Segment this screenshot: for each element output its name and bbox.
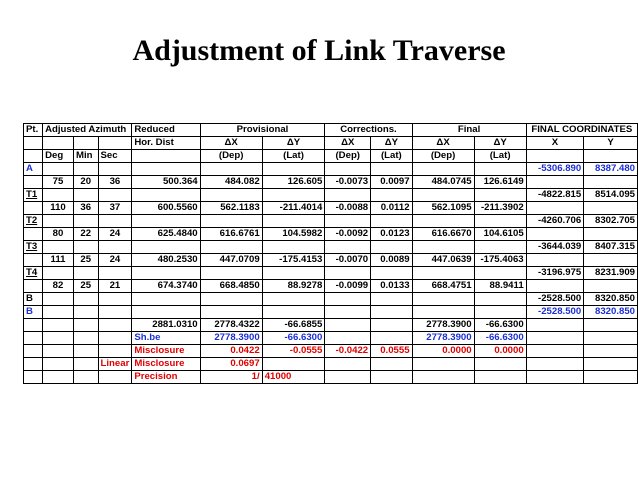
prov-dep-header: (Dep) xyxy=(200,150,262,163)
deg-cell: 111 xyxy=(43,254,74,267)
station-label: T1 xyxy=(24,189,43,202)
coord-y: 8320.850 xyxy=(584,293,638,306)
sum-final-dx: 2778.3900 xyxy=(412,319,474,332)
deg-cell: 82 xyxy=(43,280,74,293)
min-cell: 25 xyxy=(73,280,98,293)
corr-dx-cell: -0.0092 xyxy=(325,228,371,241)
sec-cell: 24 xyxy=(98,254,132,267)
coord-y: 8320.850 xyxy=(584,306,638,319)
linear-label: Linear xyxy=(98,358,132,371)
min-cell: 36 xyxy=(73,202,98,215)
dist-cell: 500.364 xyxy=(132,176,200,189)
misclosure-final-dx: 0.0000 xyxy=(412,345,474,358)
sec-header: Sec xyxy=(98,150,132,163)
station-row xyxy=(24,267,638,280)
precision-ratio: 1/ xyxy=(200,371,262,384)
header-row-3 xyxy=(24,150,638,163)
final-dy-cell: 104.6105 xyxy=(474,228,526,241)
prov-dx-cell: 668.4850 xyxy=(200,280,262,293)
sum-prov-dx: 2778.4322 xyxy=(200,319,262,332)
should-be-final-dx: 2778.3900 xyxy=(412,332,474,345)
final-header: Final xyxy=(412,124,526,137)
prov-dy-header: ΔY xyxy=(262,137,325,150)
sum-prov-dy: -66.6855 xyxy=(262,319,325,332)
corr-dx-cell: -0.0099 xyxy=(325,280,371,293)
corr-lat-header: (Lat) xyxy=(371,150,412,163)
sum-row xyxy=(24,319,638,332)
prov-dx-cell: 562.1183 xyxy=(200,202,262,215)
station-row xyxy=(24,306,638,319)
page-title: Adjustment of Link Traverse xyxy=(132,34,506,67)
station-row xyxy=(24,189,638,202)
should-be-prov-dx: 2778.3900 xyxy=(200,332,262,345)
station-row xyxy=(24,241,638,254)
coord-x: -3644.039 xyxy=(526,241,584,254)
coord-x: -4822.815 xyxy=(526,189,584,202)
final-dx-cell: 562.1095 xyxy=(412,202,474,215)
final-dep-header: (Dep) xyxy=(412,150,474,163)
final-dy-cell: 88.9411 xyxy=(474,280,526,293)
coord-y: 8407.315 xyxy=(584,241,638,254)
min-header: Min xyxy=(73,150,98,163)
should-be-prov-dy: -66.6300 xyxy=(262,332,325,345)
precision-row xyxy=(24,371,638,384)
corr-dy-cell: 0.0089 xyxy=(371,254,412,267)
station-row xyxy=(24,215,638,228)
prov-dx-header: ΔX xyxy=(200,137,262,150)
x-header: X xyxy=(526,137,584,150)
final-dx-cell: 484.0745 xyxy=(412,176,474,189)
sec-cell: 36 xyxy=(98,176,132,189)
prov-lat-header: (Lat) xyxy=(262,150,325,163)
misclosure-row xyxy=(24,345,638,358)
header-row-2 xyxy=(24,137,638,150)
coord-x: -3196.975 xyxy=(526,267,584,280)
header-row-1 xyxy=(24,124,638,137)
final-dx-cell: 616.6670 xyxy=(412,228,474,241)
linear-misclosure-label: Misclosure xyxy=(132,358,200,371)
misclosure-prov-dx: 0.0422 xyxy=(200,345,262,358)
station-row xyxy=(24,293,638,306)
final-dy-cell: 126.6149 xyxy=(474,176,526,189)
final-dx-cell: 447.0639 xyxy=(412,254,474,267)
corr-dx-cell: -0.0088 xyxy=(325,202,371,215)
corr-dx-cell: -0.0070 xyxy=(325,254,371,267)
prov-dy-cell: -211.4014 xyxy=(262,202,325,215)
leg-row xyxy=(24,254,638,267)
sum-dist: 2881.0310 xyxy=(132,319,200,332)
should-be-label: Sh.be xyxy=(132,332,200,345)
prov-dy-cell: -175.4153 xyxy=(262,254,325,267)
station-label: T3 xyxy=(24,241,43,254)
station-row xyxy=(24,163,638,176)
dist-cell: 480.2530 xyxy=(132,254,200,267)
final-dx-header: ΔX xyxy=(412,137,474,150)
hor-dist-header: Hor. Dist xyxy=(132,137,200,150)
coord-y: 8387.480 xyxy=(584,163,638,176)
corr-dy-cell: 0.0133 xyxy=(371,280,412,293)
corr-dy-cell: 0.0112 xyxy=(371,202,412,215)
precision-label: Precision xyxy=(132,371,200,384)
final-lat-header: (Lat) xyxy=(474,150,526,163)
sec-cell: 24 xyxy=(98,228,132,241)
leg-row xyxy=(24,228,638,241)
adjusted-azimuth-header: Adjusted Azimuth xyxy=(43,124,132,137)
misclosure-final-dy: 0.0000 xyxy=(474,345,526,358)
reduced-header: Reduced xyxy=(132,124,200,137)
final-coordinates-header: FINAL COORDINATES xyxy=(526,124,637,137)
traverse-table xyxy=(23,123,638,384)
sec-cell: 37 xyxy=(98,202,132,215)
final-dy-cell: -175.4063 xyxy=(474,254,526,267)
misclosure-label: Misclosure xyxy=(132,345,200,358)
leg-row xyxy=(24,280,638,293)
final-dx-cell: 668.4751 xyxy=(412,280,474,293)
sec-cell: 21 xyxy=(98,280,132,293)
y-header: Y xyxy=(584,137,638,150)
station-label: T2 xyxy=(24,215,43,228)
station-label: B xyxy=(24,306,43,319)
min-cell: 20 xyxy=(73,176,98,189)
prov-dy-cell: 88.9278 xyxy=(262,280,325,293)
coord-y: 8231.909 xyxy=(584,267,638,280)
prov-dx-cell: 447.0709 xyxy=(200,254,262,267)
should-be-row xyxy=(24,332,638,345)
station-label: T4 xyxy=(24,267,43,280)
corr-dy-cell: 0.0123 xyxy=(371,228,412,241)
corr-dx-cell: -0.0073 xyxy=(325,176,371,189)
coord-x: -2528.500 xyxy=(526,293,584,306)
coord-x: -4260.706 xyxy=(526,215,584,228)
corr-dy-header: ΔY xyxy=(371,137,412,150)
deg-cell: 80 xyxy=(43,228,74,241)
prov-dx-cell: 484.082 xyxy=(200,176,262,189)
linear-misclosure-row xyxy=(24,358,638,371)
sum-final-dy: -66.6300 xyxy=(474,319,526,332)
misclosure-corr-dx: -0.0422 xyxy=(325,345,371,358)
deg-cell: 75 xyxy=(43,176,74,189)
station-label: B xyxy=(24,293,43,306)
precision-denominator: 41000 xyxy=(262,371,325,384)
coord-x: -5306.890 xyxy=(526,163,584,176)
prov-dy-cell: 126.605 xyxy=(262,176,325,189)
prov-dx-cell: 616.6761 xyxy=(200,228,262,241)
provisional-header: Provisional xyxy=(200,124,325,137)
leg-row xyxy=(24,202,638,215)
dist-cell: 600.5560 xyxy=(132,202,200,215)
corrections-header: Corrections. xyxy=(325,124,412,137)
deg-header: Deg xyxy=(43,150,74,163)
station-label: A xyxy=(24,163,43,176)
corr-dep-header: (Dep) xyxy=(325,150,371,163)
min-cell: 22 xyxy=(73,228,98,241)
dist-cell: 625.4840 xyxy=(132,228,200,241)
min-cell: 25 xyxy=(73,254,98,267)
leg-row xyxy=(24,176,638,189)
coord-y: 8302.705 xyxy=(584,215,638,228)
misclosure-prov-dy: -0.0555 xyxy=(262,345,325,358)
corr-dx-header: ΔX xyxy=(325,137,371,150)
deg-cell: 110 xyxy=(43,202,74,215)
linear-misclosure-value: 0.0697 xyxy=(200,358,262,371)
dist-cell: 674.3740 xyxy=(132,280,200,293)
final-dy-header: ΔY xyxy=(474,137,526,150)
coord-x: -2528.500 xyxy=(526,306,584,319)
corr-dy-cell: 0.0097 xyxy=(371,176,412,189)
should-be-final-dy: -66.6300 xyxy=(474,332,526,345)
misclosure-corr-dy: 0.0555 xyxy=(371,345,412,358)
final-dy-cell: -211.3902 xyxy=(474,202,526,215)
pt-header: Pt. xyxy=(24,124,43,137)
prov-dy-cell: 104.5982 xyxy=(262,228,325,241)
coord-y: 8514.095 xyxy=(584,189,638,202)
